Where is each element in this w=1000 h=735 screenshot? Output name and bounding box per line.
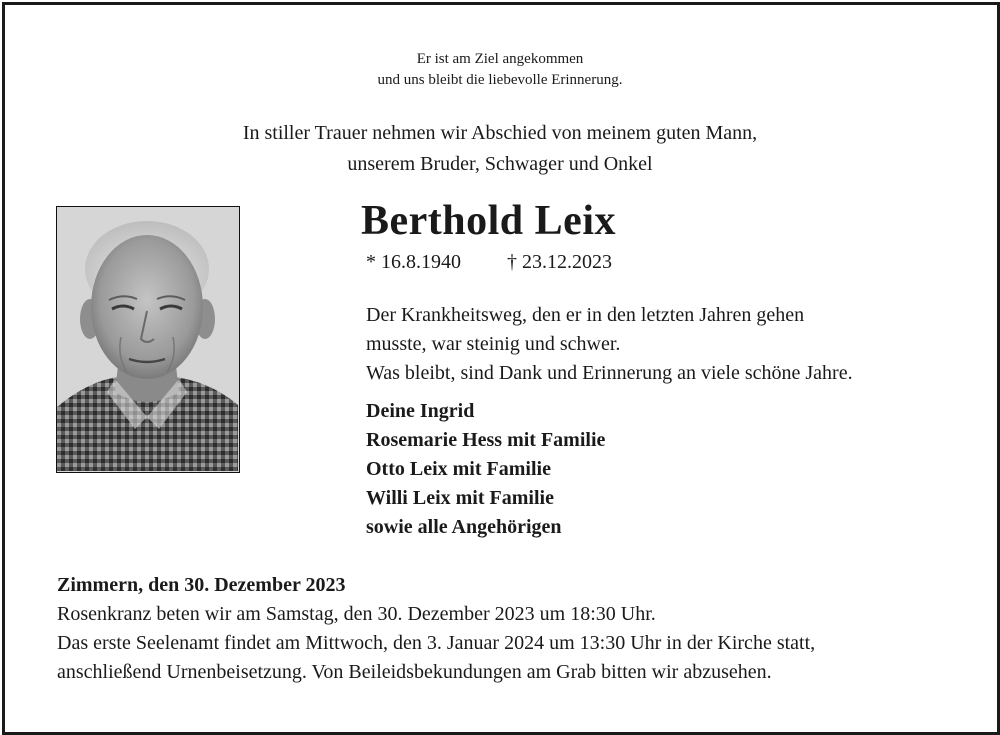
detail-line: Rosenkranz beten wir am Samstag, den 30. Dezember 2023 um 18:30 Uhr. bbox=[57, 603, 656, 625]
mourner-name: Rosemarie Hess mit Familie bbox=[366, 429, 606, 451]
motto-line: Er ist am Ziel angekommen bbox=[416, 51, 584, 67]
death-date: † 23.12.2023 bbox=[507, 251, 612, 273]
intro-line: In stiller Trauer nehmen wir Abschied von meinem guten Mann, bbox=[242, 122, 758, 144]
mourner-name: Otto Leix mit Familie bbox=[366, 458, 551, 480]
service-details bbox=[57, 600, 815, 687]
life-dates bbox=[366, 248, 612, 276]
motto bbox=[0, 49, 1000, 91]
farewell-message bbox=[366, 301, 853, 388]
detail-line: anschließend Urnenbeisetzung. Von Beileidsbekundungen am Grab bitten wir abzusehen. bbox=[57, 661, 772, 683]
portrait-illustration bbox=[57, 207, 238, 471]
mourner-name: sowie alle Angehörigen bbox=[366, 516, 562, 538]
detail-line: Das erste Seelenamt findet am Mittwoch, den 3. Januar 2024 um 13:30 Uhr in der Kirche statt, bbox=[57, 632, 816, 654]
mourner-name: Willi Leix mit Familie bbox=[366, 487, 554, 509]
mourners-list bbox=[366, 397, 605, 542]
message-line: musste, war steinig und schwer. bbox=[366, 333, 621, 355]
message-line: Der Krankheitsweg, den er in den letzten Jahren gehen bbox=[366, 304, 805, 326]
deceased-name: Berthold Leix bbox=[361, 198, 616, 244]
intro-text bbox=[0, 118, 1000, 180]
mourner-name: Deine Ingrid bbox=[366, 400, 475, 422]
birth-date: * 16.8.1940 bbox=[366, 251, 461, 273]
message-line: Was bleibt, sind Dank und Erinnerung an viele schöne Jahre. bbox=[366, 362, 853, 384]
motto-line: und uns bleibt die liebevolle Erinnerung. bbox=[377, 72, 623, 88]
intro-line: unserem Bruder, Schwager und Onkel bbox=[347, 153, 653, 175]
portrait-photo bbox=[56, 206, 240, 473]
place-and-date: Zimmern, den 30. Dezember 2023 bbox=[57, 574, 346, 596]
